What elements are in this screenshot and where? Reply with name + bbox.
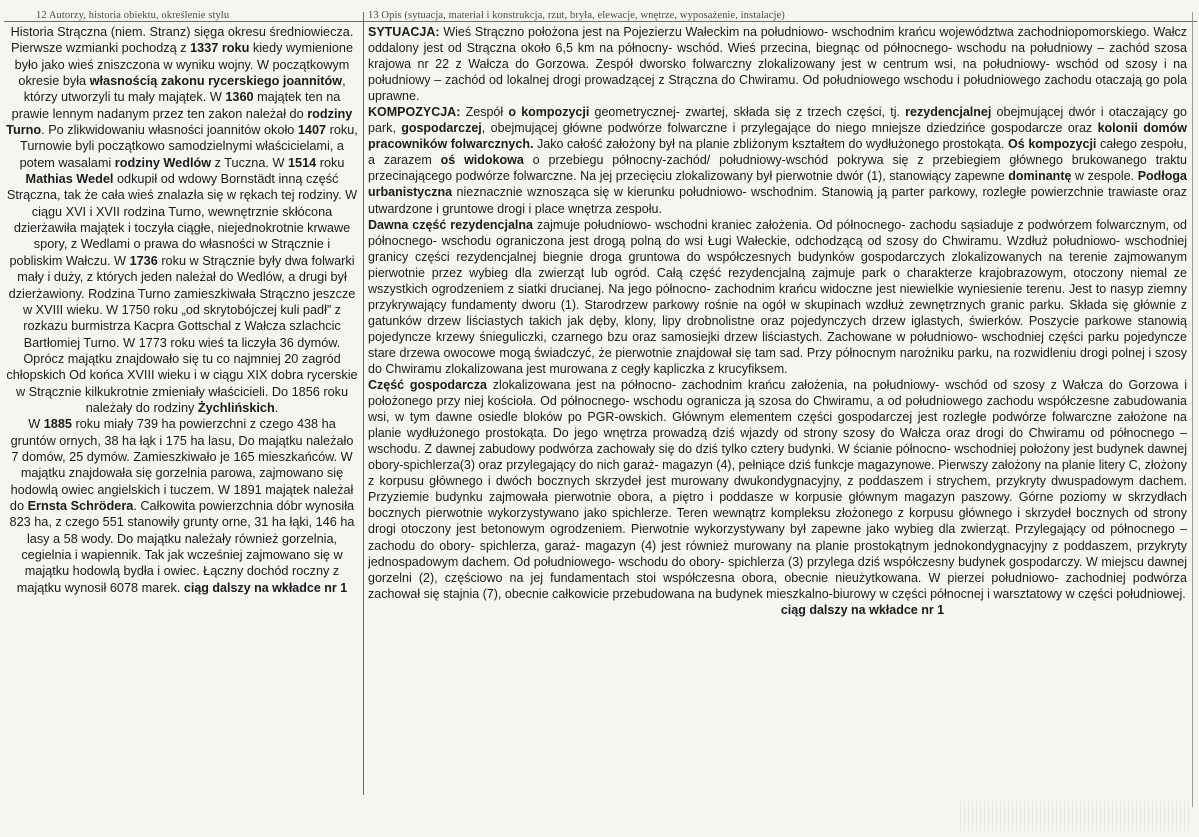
turno-family: rodziny Turno bbox=[6, 106, 353, 138]
history-column bbox=[6, 24, 358, 794]
year-1514: 1514 bbox=[287, 155, 317, 170]
composition-text: o przebiegu północny-zachód/ południowy-wschód pokrywa się z przebiegiem głównego brukowanego traktu przecinającego podwórze folwarczne. Na jej przecięciu zlokalizowany był pierwotnie dwór (1), stanowiący zapewne bbox=[368, 153, 1187, 184]
year-1360: 1360 bbox=[225, 90, 254, 105]
column-divider bbox=[363, 12, 364, 795]
ernst-schroder: Ernsta Schrödera bbox=[27, 498, 134, 513]
scan-artifact bbox=[960, 801, 1190, 831]
composition-text: w zespole. bbox=[1071, 169, 1138, 184]
year-1736: 1736 bbox=[129, 253, 158, 268]
situation-paragraph bbox=[368, 24, 1187, 104]
year-1337: 1337 roku bbox=[190, 41, 250, 56]
right-column-header: 13 Opis (sytuacja, materiał i konstrukcja, rzut, bryła, elewacje, wnętrze, wyposażenie, instalacje) bbox=[368, 10, 785, 21]
composition-text: całego zespołu, a zarazem bbox=[368, 137, 1187, 168]
composition-paragraph bbox=[368, 104, 1187, 216]
history-text: roku bbox=[316, 155, 345, 170]
composition-text: geometrycznej- zwartej, składa się z trzech części, tj. bbox=[589, 105, 906, 120]
composition-label: KOMPOZYCJA: bbox=[368, 105, 461, 120]
axis-term: Oś kompozycji bbox=[1008, 137, 1097, 152]
order-knights: własnością zakonu rycerskiego joannitów bbox=[89, 74, 343, 89]
residential-term: rezydencjalnej bbox=[905, 105, 992, 120]
composition-text: nieznacznie wznosząca się w kierunku południowo- wschodnim. Stanowią ją parter parkowy, rozległe powierzchnie trawiaste oraz utwardzone i gruntowe drogi i place wnętrza zespołu. bbox=[368, 185, 1187, 216]
history-text: roku w Strącznie były dwa folwarki mały i duży, z których jeden należał do Wedlów, a drugi był dzierżawiony. Rodzina Turno zamieszkiwała Strączno jeszcze w XVIII wieku. W 1750 roku „od skrytobójczej kuli padł” z rozkazu burmistrza Kacpra Gottschal z Wałcza szlachcic Bartłomiej Turno. W 1773 roku wieś ta liczyła 36 dymów. Oprócz majątku znajdowało się tu co najmniej 20 zagród chłopskich Od końca XVIII wieku i w ciągu XIX dobra rycerskie w Strącznie kilkukrotnie zmieniały właścicieli. Do 1856 roku należały do rodziny bbox=[6, 253, 358, 415]
history-text: . bbox=[274, 400, 279, 415]
residential-paragraph bbox=[368, 217, 1187, 377]
colony-term: kolonii domów pracowników folwarcznych. bbox=[368, 121, 1187, 152]
history-text: Historia Strączna (niem. Stranz) sięga okresu średniowiecza. Pierwsze wzmianki pochodzą z bbox=[10, 25, 354, 56]
header-rule bbox=[4, 21, 1197, 22]
dominant-term: dominantę bbox=[1008, 169, 1072, 184]
zychlinski-family: Żychlińskich bbox=[197, 400, 275, 415]
history-text: . Całkowita powierzchnia dóbr wynosiła 823 ha, z czego 551 stanowiły grunty orne, 31 ha łąki, 146 ha lasy a 58 wody. Do majątku należały również gorzelnia, cegielnia i wapiennik. Tak jak wcześniej zajmowano się w majątku hodowlą bydła i owiec. Łączny dochód roczny z majątku wynosił 6078 marek. bbox=[9, 498, 355, 595]
history-text: majątek ten na prawie lennym nadanym przez ten zakon należał do bbox=[11, 90, 341, 121]
left-continued-note: ciąg dalszy na wkładce nr 1 bbox=[183, 580, 348, 595]
residential-text: zajmuje południowo- wschodni kraniec założenia. Od północnego- zachodu sąsiaduje z podwórzem folwarcznym, od północnego- wschodu ograniczona jest drogą polną do wsi Ługi Wałeckie, odchodzącą od szosy do Chwiramu. Wzdłuż południowo- wschodniej granicy części rezydencjalnej biegnie droga gruntowa do współczesnych budynków gospodarczych zlokalizowanych na terenie zajmowanym pierwotnie przez wybieg dla zwierząt lub ogród. Całą część rezydencjalną zajmuje park o charakterze krajobrazowym, otoczony niemal ze wszystkich ogrodzeniem z siatki drucianej. Na jego północno- zachodnim krańcu widoczne jest niewielkie wyniesienie terenu. Jest to nasyp ziemny przykrywający fundamenty dworu (1). Starodrzew parkowy rośnie na ogół w skupinach wzdłuż zewnętrznych granic parku. Składa się głównie z gatunków drzew liściastych takich jak dęby, klony, lipy drobnolistne oraz pojedynczych drzew iglastych, świerków. Poszycie parkowe stanowią pojedyncze krzewy śnieguliczki, czarnego bzu oraz samosiejki drzew liściastych. Zachowane w południowo- wschodniej części parku pojedyncze stare drzewa owocowe mogą świadczyć, że pierwotnie znajdował się tam sad. Przy północnym narożniku parku, na rozwidleniu drogi polnej i szosy do Chwiramu zlokalizowana jest murowana z cegły kapliczka z krucyfiksem. bbox=[368, 217, 1187, 376]
history-text: , którzy utworzyli tu mały majątek. W bbox=[23, 74, 346, 105]
year-1885: 1885 bbox=[43, 417, 72, 432]
farm-text: zlokalizowana jest na północno- zachodnim krańcu założenia, na południowy- wschód od szosy z Wałcza do Gorzowa i położonego przy niej kościoła. Od północnego- wschodu ogranicza ją szosa do Chwiramu, a od południowego zachodu współczesne zabudowania wsi, w tym dawne osiedle bloków po PGR-owskich. Głównym elementem części gospodarczej jest rozległe podwórze folwarczne założone na planie wydłużonego prostokąta. Do jego wnętrza prowadzą dziś wjazdy od strony szosy do Wałcza oraz drogi do Chwiramu od północnego –wschodu. Z dawnej zabudowy podwórza zachowały się do dziś tylko cztery budynki. W ścianie północno- wschodniej położony jest budynek dawnej obory-spichlerza(3) oraz przylegający do nich garaż- magazyn (4), pełniące dziś funkcje magazynowe. Pierwszy założony na planie litery C, złożony z korpusu głównego i dwóch bocznych skrzydeł jest murowany dwukondygnacyjny, z poddaszem i strychem, przykryty dwuspadowym dachem. Przyziemie budynku zajmowała pierwotnie obora, a piętro i poddasze w korpusie głównym magazyn paszowy. Górne poziomy w skrzydłach bocznych pierwotnie wykorzystywano jako spichlerze. Teren wewnątrz kompleksu złożonego z korpusu głównego i skrzydeł bocznych od strony drogi otoczony jest betonowym ogrodzeniem. Pierwotnie wykorzystywany był zapewne jako wybieg dla zwierząt. Przylegający od północnego – zachodu do obory- spichlerza, garaż- magazyn (4) jest również murowany na planie prostokątnym jednokondygnacyjny z poddaszem, przykryty jednospadowym dachem. Od południowego- wschodu do obory- spichlerza (3) przylega dziś współczesny budynek gospodarczy. W miejscu dawnej gorzelni (2), częściowo na jej fundamentach stoi współczesna obora, obecnie nieużytkowana. W pierzei południowo- zachodniej podwórza zachował się stajnia (7), obecnie całkowicie przebudowana na budynek mieszkalno-biurowy w części północnej i warsztatowy w części południowej. bbox=[368, 378, 1187, 601]
situation-label: SYTUACJA: bbox=[368, 25, 440, 39]
farm-term: gospodarczej bbox=[401, 121, 482, 136]
left-column-header: 12 Autorzy, historia obiektu, określenie stylu bbox=[36, 10, 230, 21]
history-text: odkupił od wdowy Bornstädt inną część Strączna, tak że cała wieś znalazła się w rękach tej rodziny. W ciągu XVI i XVII rodzina Turno, wewnętrznie skłócona dzierżawiła majątek i toczyła ciągłe, niejednokrotnie krwawe spory, z Wedlami o prawa do własności w Strącznie i pobliskim Wałczu. W bbox=[6, 172, 358, 268]
history-text: roku, Turnowie byli początkowo samodzielnymi właścicielami, a potem wasalami bbox=[19, 123, 358, 170]
farm-label: Część gospodarcza bbox=[368, 378, 487, 393]
right-border bbox=[1192, 12, 1193, 807]
right-continued-note: ciąg dalszy na wkładce nr 1 bbox=[780, 602, 945, 617]
composition-text: obejmującej dwór i otaczający go park, bbox=[368, 105, 1187, 136]
history-text: W bbox=[28, 417, 44, 432]
history-text: kiedy wymienione było jako wieś zniszczona w wyniku wojny. W początkowym okresie była bbox=[14, 41, 354, 89]
farm-paragraph bbox=[368, 377, 1187, 602]
composition-term: o kompozycji bbox=[508, 105, 590, 120]
wedel-family: rodziny Wedlów bbox=[114, 155, 212, 170]
composition-text: Jako całość założony był na planie zbliżonym kształtem do wydłużonego prostokąta. bbox=[533, 137, 1009, 152]
mathias-wedel: Mathias Wedel bbox=[25, 172, 114, 187]
situation-text: Wieś Strączno położona jest na Pojezierzu Wałeckim na południowo- wschodnim krańcu województwa zachodniopomorskiego. Wałcz oddalony jest od Strączna około 6,5 km na północny- wschód. Wieś przecina, biegnąc od północnego- wschodu na południowy – zachód szosa krajowa nr 22 z Wałcza do Gorzowa. Zespół dworsko folwarczny zlokalizowany jest w centrum wsi, na południowy- wschód od szosy i na południowy – zachód od lokalnej drogi prowadzącej z Strączna do Chwiramu. Od południowego wschodu i południowego zachodu otaczają go pola uprawne. bbox=[368, 25, 1187, 104]
year-1407: 1407 bbox=[297, 123, 327, 138]
urban-floor-term: Podłoga urbanistyczna bbox=[368, 169, 1187, 200]
composition-text: , obejmującej główne podwórze folwarczne i przylegające do niego mniejsze dziedzińce gospodarcze oraz bbox=[481, 121, 1098, 136]
composition-text: Zespół bbox=[460, 105, 509, 120]
history-text: . Po zlikwidowaniu własności joannitów około bbox=[41, 123, 298, 138]
view-axis-term: oś widokowa bbox=[440, 153, 524, 168]
history-text: z Tuczna. W bbox=[211, 155, 288, 170]
history-text: roku miały 739 ha powierzchni z czego 438 ha gruntów ornych, 38 ha łąk i 175 ha lasu, Do majątku należało 7 domów, 25 dymów. Zamieszkiwało je 165 mieszkańców. W majątku znajdowała się gorzelnia parowa, zajmowano się hodowlą owiec angielskich i tuczem. W 1891 majątek należał do bbox=[9, 417, 354, 513]
residential-label: Dawna część rezydencjalna bbox=[368, 217, 533, 232]
description-column bbox=[368, 24, 1187, 804]
